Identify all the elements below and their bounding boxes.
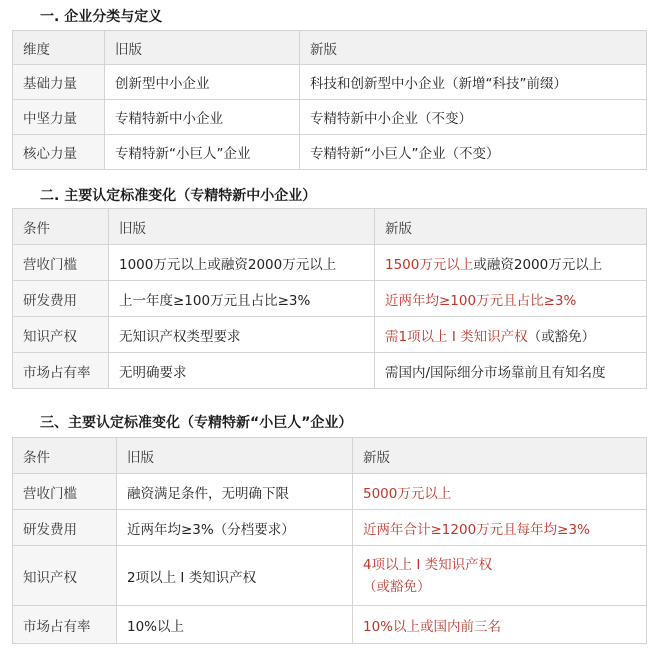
old-value: 专精特新中小企业	[105, 100, 300, 135]
table-row	[13, 474, 647, 510]
header-old: 旧版	[109, 209, 375, 245]
new-value-highlight: 需1项以上 I 类知识产权	[385, 328, 528, 345]
table-row	[13, 281, 647, 317]
table-row	[13, 135, 647, 170]
row-label: 基础力量	[13, 65, 105, 100]
row-label: 营收门槛	[13, 245, 109, 281]
new-value	[375, 317, 647, 353]
new-value: 5000万元以上	[353, 474, 647, 510]
section-1-table	[12, 30, 647, 170]
new-value: 科技和创新型中小企业（新增“科技”前缀）	[300, 65, 647, 100]
new-value: 近两年合计≥1200万元且每年均≥3%	[353, 510, 647, 546]
section-3-table	[12, 437, 647, 644]
row-label: 市场占有率	[13, 353, 109, 389]
new-value-rest: 或融资2000万元以上	[473, 256, 603, 273]
row-label: 研发费用	[13, 281, 109, 317]
header-old: 旧版	[117, 438, 353, 474]
new-value-highlight: 1500万元以上	[385, 256, 474, 273]
new-value	[375, 281, 647, 317]
new-value: 专精特新“小巨人”企业（不变）	[300, 135, 647, 170]
old-value: 专精特新“小巨人”企业	[105, 135, 300, 170]
new-value-line-2: （或豁免）	[363, 578, 431, 595]
header-new: 新版	[353, 438, 647, 474]
section-1-title: 一. 企业分类与定义	[40, 9, 163, 25]
table-row	[13, 317, 647, 353]
table-header-row	[13, 438, 647, 474]
old-value: 融资满足条件，无明确下限	[117, 474, 353, 510]
table-row	[13, 546, 647, 606]
old-value: 2项以上 I 类知识产权	[117, 546, 353, 606]
header-old: 旧版	[105, 31, 300, 65]
header-condition: 条件	[13, 209, 109, 245]
old-value: 创新型中小企业	[105, 65, 300, 100]
old-value: 近两年均≥3%（分档要求）	[117, 510, 353, 546]
table-row	[13, 100, 647, 135]
section-3-title: 三、主要认定标准变化（专精特新“小巨人”企业）	[40, 415, 353, 431]
row-label: 核心力量	[13, 135, 105, 170]
row-label: 中坚力量	[13, 100, 105, 135]
new-value	[353, 546, 647, 606]
new-value: 专精特新中小企业（不变）	[300, 100, 647, 135]
old-value: 上一年度≥100万元且占比≥3%	[109, 281, 375, 317]
row-label: 研发费用	[13, 510, 117, 546]
new-value: 10%以上或国内前三名	[353, 606, 647, 644]
table-row	[13, 353, 647, 389]
table-row	[13, 510, 647, 546]
row-label: 市场占有率	[13, 606, 117, 644]
section-2-table	[12, 208, 647, 389]
old-value: 无明确要求	[109, 353, 375, 389]
new-value-line-1: 4项以上 I 类知识产权	[363, 556, 493, 573]
old-value: 10%以上	[117, 606, 353, 644]
table-header-row	[13, 209, 647, 245]
new-value	[375, 245, 647, 281]
header-new: 新版	[375, 209, 647, 245]
header-new: 新版	[300, 31, 647, 65]
header-dimension: 维度	[13, 31, 105, 65]
section-2-title: 二. 主要认定标准变化（专精特新中小企业）	[40, 188, 317, 204]
row-label: 营收门槛	[13, 474, 117, 510]
new-value	[375, 353, 647, 389]
table-row	[13, 245, 647, 281]
table-row	[13, 65, 647, 100]
new-value-highlight: 近两年均≥100万元且占比≥3%	[385, 292, 577, 309]
table-row	[13, 606, 647, 644]
old-value: 无知识产权类型要求	[109, 317, 375, 353]
table-header-row	[13, 31, 647, 65]
row-label: 知识产权	[13, 546, 117, 606]
old-value: 1000万元以上或融资2000万元以上	[109, 245, 375, 281]
header-condition: 条件	[13, 438, 117, 474]
row-label: 知识产权	[13, 317, 109, 353]
new-value-rest: （或豁免）	[527, 328, 596, 345]
new-value-rest: 需国内/国际细分市场靠前且有知名度	[385, 364, 606, 381]
